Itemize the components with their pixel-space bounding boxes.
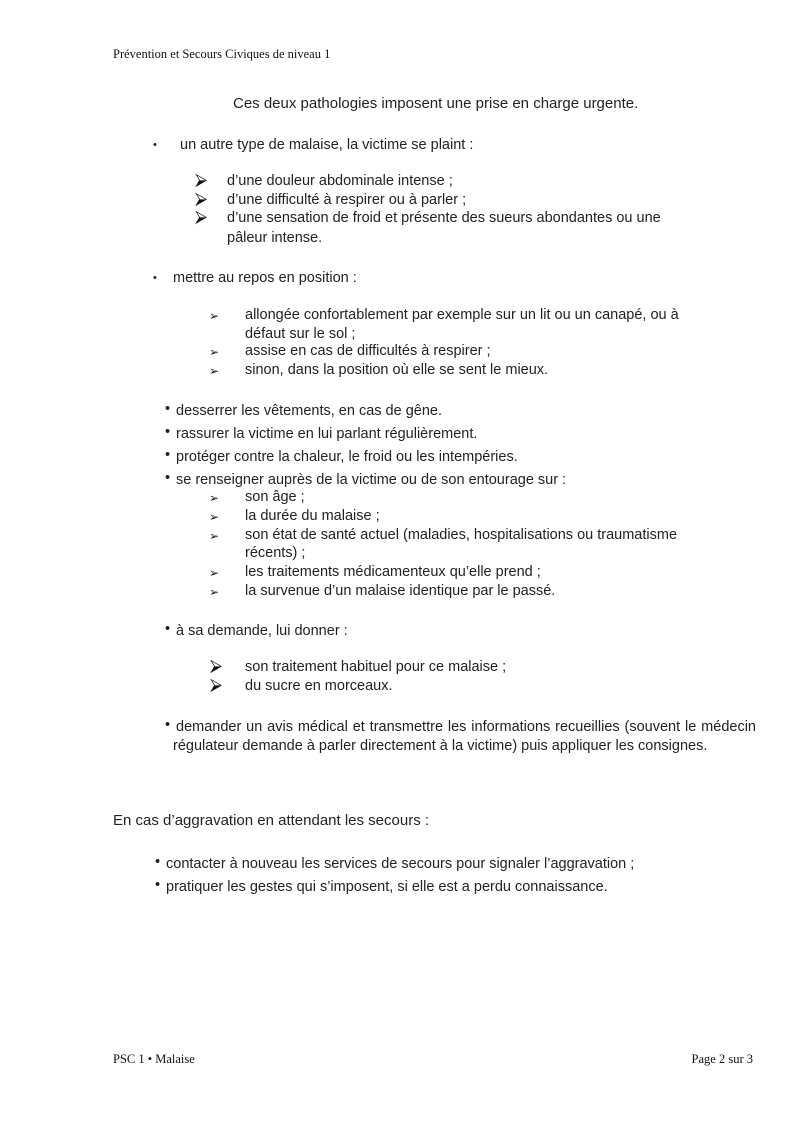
section-label: à sa demande, lui donner : (176, 623, 348, 639)
footer-left: PSC 1 • Malaise (113, 1052, 195, 1066)
arrow-icon: ➢ (209, 529, 220, 543)
arrow-icon: ➢ (209, 364, 220, 378)
list-item-continued: récents) ; (245, 545, 306, 561)
bullet: • (155, 877, 161, 893)
bullet: • (165, 621, 171, 637)
bullet: • (165, 717, 171, 733)
list-item: du sucre en morceaux. (245, 678, 393, 694)
list-item-continued: pâleur intense. (227, 230, 323, 246)
arrow-icon: ➢ (209, 566, 220, 580)
list-item: la survenue d’un malaise identique par le passé. (245, 583, 556, 599)
arrow-icon: ⮚ (210, 656, 223, 675)
aggravation-item: contacter à nouveau les services de secours pour signaler l’aggravation ; (166, 856, 635, 872)
bullet: • (165, 401, 171, 417)
bullet: • (165, 447, 171, 463)
bullet: • (155, 854, 161, 870)
list-item: d’une douleur abdominale intense ; (227, 173, 453, 189)
action-item: se renseigner auprès de la victime ou de son entourage sur : (176, 472, 567, 488)
medical-paragraph: demander un avis médical et transmettre les informations recueillies (souvent le médecin régulateur demande à parler directement à la victime) puis appliquer les consignes. (173, 719, 756, 754)
list-item: son âge ; (245, 489, 305, 505)
action-item: rassurer la victime en lui parlant régulièrement. (176, 426, 478, 442)
list-item: son état de santé actuel (maladies, hospitalisations ou traumatisme (245, 527, 678, 543)
arrow-icon: ⮚ (195, 170, 208, 189)
section-label: mettre au repos en position : (173, 270, 357, 286)
section-label: un autre type de malaise, la victime se plaint : (180, 137, 474, 153)
aggravation-item: pratiquer les gestes qui s’imposent, si elle est a perdu connaissance. (166, 879, 608, 895)
list-item: allongée confortablement par exemple sur un lit ou un canapé, ou à (245, 307, 679, 323)
action-item: protéger contre la chaleur, le froid ou les intempéries. (176, 449, 518, 465)
list-item: d’une difficulté à respirer ou à parler ; (227, 192, 467, 208)
arrow-icon: ➢ (209, 491, 220, 505)
list-item: la durée du malaise ; (245, 508, 380, 524)
list-item: assise en cas de difficultés à respirer ; (245, 343, 491, 359)
list-item-continued: défaut sur le sol ; (245, 326, 356, 342)
bullet: • (153, 139, 157, 151)
arrow-icon: ⮚ (195, 189, 208, 208)
arrow-icon: ⮚ (195, 207, 208, 226)
list-item: son traitement habituel pour ce malaise ; (245, 659, 507, 675)
arrow-icon: ⮚ (210, 675, 223, 694)
list-item: d’une sensation de froid et présente des sueurs abondantes ou une (227, 210, 661, 226)
bullet: • (153, 272, 157, 284)
arrow-icon: ➢ (209, 345, 220, 359)
arrow-icon: ➢ (209, 585, 220, 599)
aggravation-title: En cas d’aggravation en attendant les secours : (113, 812, 430, 829)
action-item: desserrer les vêtements, en cas de gêne. (176, 403, 442, 419)
list-item: sinon, dans la position où elle se sent le mieux. (245, 362, 549, 378)
list-item: les traitements médicamenteux qu’elle prend ; (245, 564, 541, 580)
arrow-icon: ➢ (209, 510, 220, 524)
intro-text: Ces deux pathologies imposent une prise en charge urgente. (233, 95, 639, 112)
bullet: • (165, 470, 171, 486)
page-number: Page 2 sur 3 (691, 1052, 753, 1066)
header-title: Prévention et Secours Civiques de niveau 1 (113, 47, 331, 61)
arrow-icon: ➢ (209, 309, 220, 323)
bullet: • (165, 424, 171, 440)
